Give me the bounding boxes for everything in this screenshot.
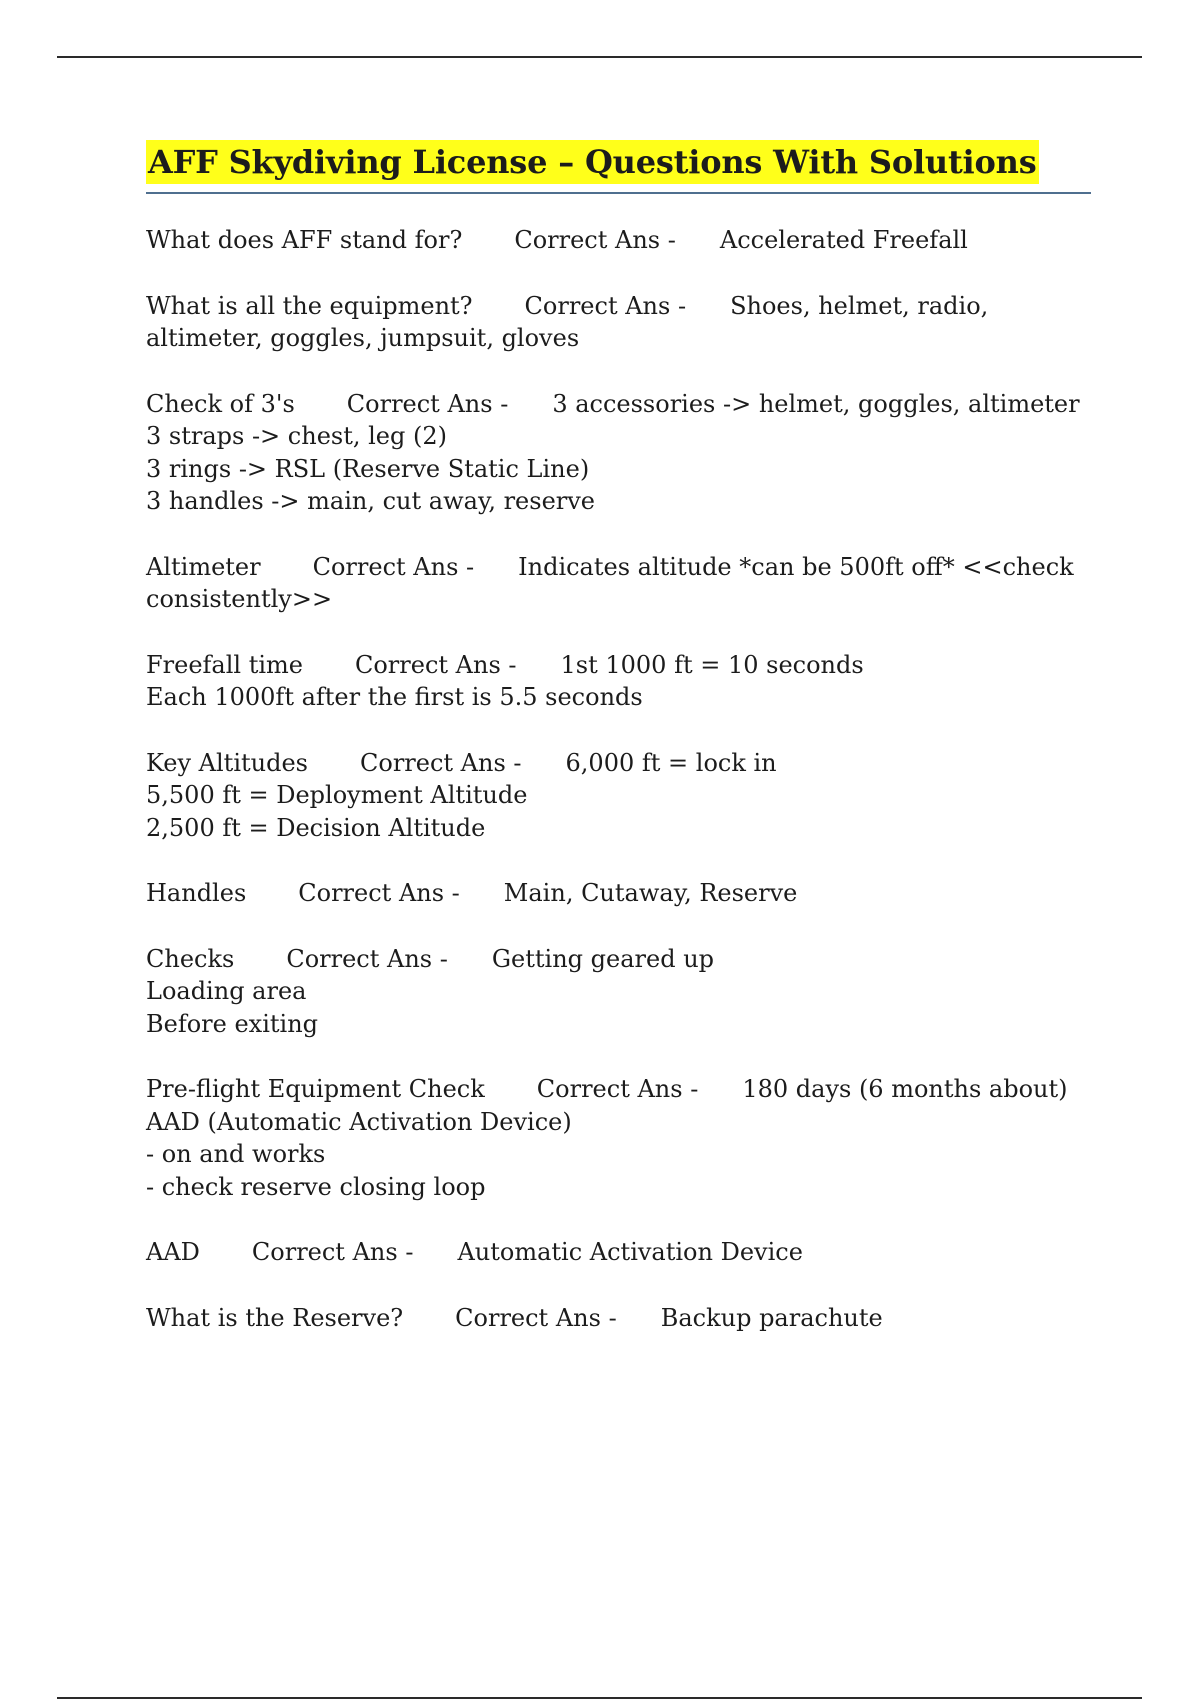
answer-text: 1st 1000 ft = 10 seconds (560, 650, 864, 679)
answer-extra-line: 3 handles -> main, cut away, reserve (146, 487, 596, 515)
question-text: What does AFF stand for? (146, 226, 463, 254)
answer-label: Correct Ans - (346, 389, 509, 418)
document-title: AFF Skydiving License – Questions With Solutions (146, 140, 1039, 184)
answer-label: Correct Ans - (354, 650, 517, 679)
qa-item (146, 747, 1091, 845)
answer-label: Correct Ans - (298, 879, 460, 907)
answer-label: Correct Ans - (455, 1303, 617, 1332)
qa-item (146, 943, 1091, 1041)
qa-item (146, 649, 1091, 714)
question-text: Freefall time (146, 650, 303, 679)
question-text: Check of 3's (146, 389, 295, 418)
answer-text: 6,000 ft = lock in (565, 748, 777, 777)
answer-label: Correct Ans - (286, 944, 448, 973)
question-text: What is all the equipment? (146, 291, 473, 320)
answer-text: Automatic Activation Device (457, 1238, 803, 1266)
document-body (146, 140, 1091, 1367)
qa-item (146, 290, 1091, 355)
answer-extra-line: 5,500 ft = Deployment Altitude (146, 781, 528, 809)
qa-list (146, 224, 1091, 1334)
qa-item (146, 1073, 1091, 1203)
answer-label: Correct Ans - (312, 552, 475, 581)
answer-extra-line: - on and works (146, 1140, 326, 1168)
answer-text: Backup parachute (660, 1303, 883, 1332)
qa-item (146, 551, 1091, 616)
answer-extra-line: Before exiting (146, 1009, 319, 1038)
question-text: What is the Reserve? (146, 1303, 404, 1332)
answer-extra-line: - check reserve closing loop (146, 1172, 486, 1201)
answer-label: Correct Ans - (251, 1238, 414, 1266)
question-text: Key Altitudes (146, 748, 308, 777)
title-block (146, 140, 1091, 194)
answer-text: 3 accessories -> helmet, goggles, altimeter (552, 389, 1080, 418)
bottom-rule (57, 1697, 1142, 1699)
answer-text: Indicates altitude *can be 500ft off* <<check consistently>> (146, 552, 1074, 613)
answer-extra-line: 3 straps -> chest, leg (2) (146, 422, 447, 450)
answer-text: 180 days (6 months about) (742, 1075, 1068, 1103)
answer-label: Correct Ans - (536, 1075, 699, 1103)
question-text: Handles (146, 879, 247, 907)
answer-extra-line: Loading area (146, 977, 307, 1005)
answer-text: Shoes, helmet, radio, altimeter, goggles, jumpsuit, gloves (146, 291, 989, 352)
answer-extra-line: 3 rings -> RSL (Reserve Static Line) (146, 454, 590, 483)
question-text: AAD (146, 1238, 200, 1266)
question-text: Checks (146, 944, 235, 973)
top-rule (57, 56, 1142, 58)
question-text: Altimeter (146, 552, 261, 581)
question-text: Pre-flight Equipment Check (146, 1075, 485, 1103)
answer-label: Correct Ans - (360, 748, 522, 777)
answer-extra-line: AAD (Automatic Activation Device) (146, 1107, 572, 1136)
qa-item (146, 877, 1091, 910)
answer-text: Main, Cutaway, Reserve (503, 879, 798, 907)
answer-label: Correct Ans - (524, 291, 687, 320)
answer-extra-line: Each 1000ft after the first is 5.5 seconds (146, 683, 643, 711)
answer-extra-line: 2,500 ft = Decision Altitude (146, 813, 486, 842)
qa-item (146, 224, 1091, 257)
qa-item (146, 388, 1091, 518)
answer-text: Accelerated Freefall (719, 226, 968, 254)
qa-item (146, 1236, 1091, 1269)
answer-text: Getting geared up (491, 944, 715, 973)
answer-label: Correct Ans - (514, 226, 676, 254)
qa-item (146, 1302, 1091, 1335)
